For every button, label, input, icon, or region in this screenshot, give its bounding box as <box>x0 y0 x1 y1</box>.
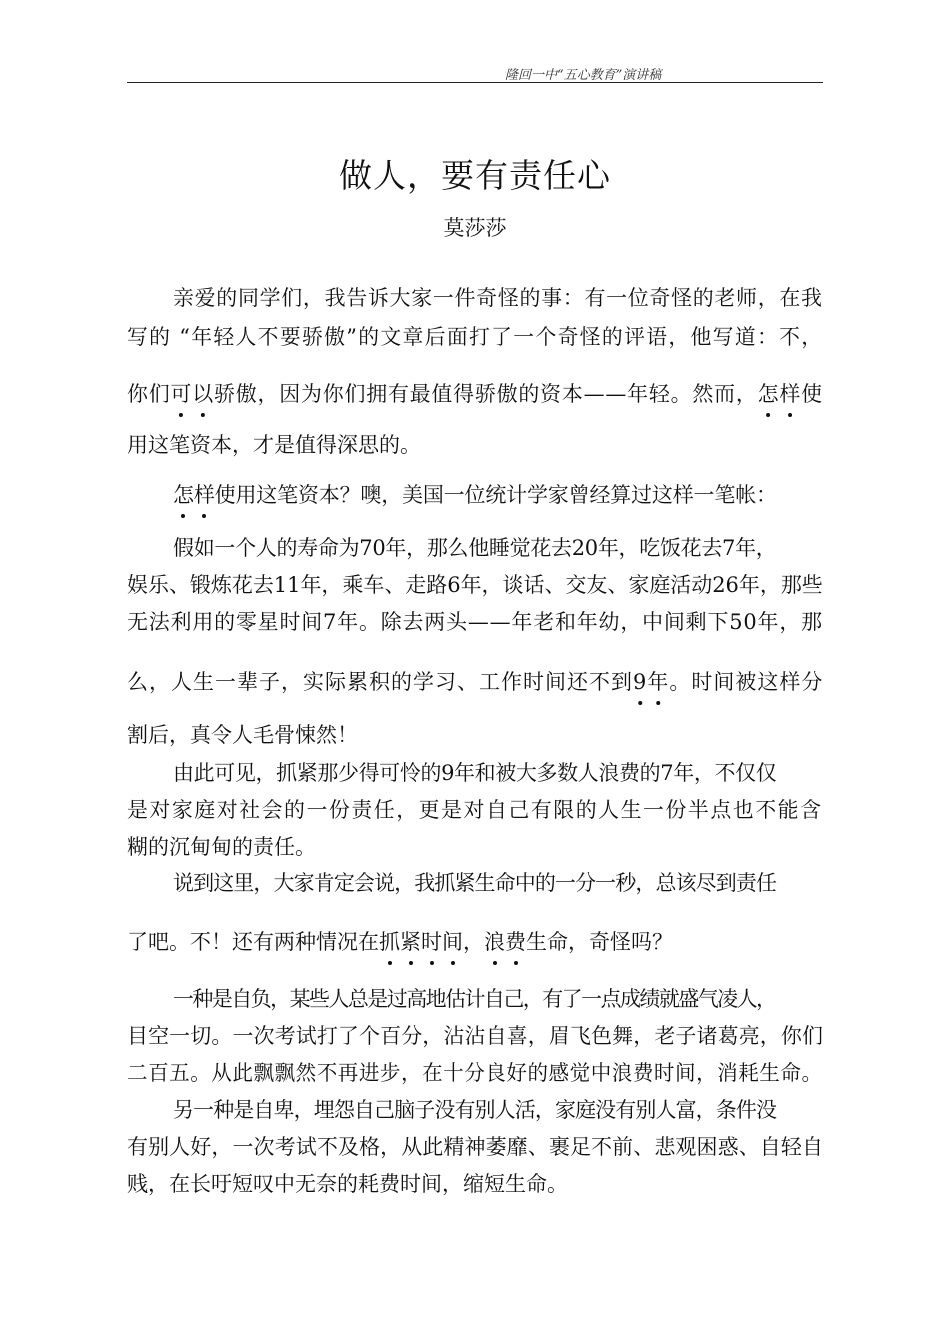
text-line <box>127 1063 823 1084</box>
text-line <box>173 288 823 309</box>
emphasis-dot-char: 可 <box>170 382 193 406</box>
text-segment: 割后，真令人毛骨悚然！ <box>127 723 358 747</box>
text-segment: 么，人生一辈子，实际累积的学习、工作时间还不到 <box>127 670 634 694</box>
text-line <box>127 800 823 821</box>
text-line <box>127 932 673 953</box>
emphasis-dot-char: 时 <box>421 930 442 954</box>
text-line <box>127 837 316 858</box>
emphasized-text <box>379 930 463 954</box>
text-segment: 写的 “年轻人不要骄傲”的文章后面打了一个奇怪的评语，他写道：不， <box>127 325 824 349</box>
text-segment: 娱乐、锻炼花去11年，乘车、走路6年，谈话、交友、家庭活动26年，那些 <box>127 573 823 597</box>
emphasis-dot-char: 9 <box>633 670 648 694</box>
text-segment: 一种是自负，某些人总是过高地估计自己，有了一点成绩就盛气凌人， <box>173 987 776 1011</box>
text-segment: 二百五。从此飘飘然不再进步，在十分良好的感觉中浪费时间，消耗生命。 <box>127 1061 823 1085</box>
text-segment: 用这笔资本，才是值得深思的。 <box>127 433 421 457</box>
emphasis-dot-char: 怎 <box>757 382 780 406</box>
text-segment: 生命，奇怪吗？ <box>526 930 673 954</box>
text-line <box>127 672 823 693</box>
text-segment: 。时间被这样分 <box>669 670 824 694</box>
emphasized-text <box>173 483 215 507</box>
emphasis-dot-char: 费 <box>505 930 526 954</box>
emphasis-dot-char: 浪 <box>484 930 505 954</box>
text-line <box>173 763 776 784</box>
emphasis-dot-char: 样 <box>193 483 215 507</box>
emphasized-text <box>633 670 669 694</box>
emphasized-text <box>758 382 802 406</box>
text-line <box>127 725 358 746</box>
author-name: 莫莎莎 <box>443 216 507 240</box>
text-line <box>127 1137 823 1158</box>
text-segment: 你们 <box>127 382 171 406</box>
text-segment: 假如一个人的寿命为70年，那么他睡觉花去20年，吃饭花去7年， <box>173 536 777 560</box>
emphasized-text <box>171 382 215 406</box>
document-title: 做人，要有责任心 <box>339 156 611 195</box>
text-segment: 贱，在长吁短叹中无奈的耗费时间，缩短生命。 <box>127 1172 568 1196</box>
text-line <box>173 873 776 894</box>
text-line <box>127 384 823 405</box>
text-segment: 使用这笔资本？噢，美国一位统计学家曾经算过这样一笔帐： <box>214 483 777 507</box>
running-header: 隆回一中“五心教育”演讲稿 <box>505 68 662 83</box>
text-segment: 说到这里，大家肯定会说，我抓紧生命中的一分一秒，总该尽到责任 <box>173 871 777 895</box>
text-segment: 是对家庭对社会的一份责任，更是对自己有限的人生一份半点也不能含 <box>127 798 823 822</box>
text-segment: ， <box>463 930 484 954</box>
emphasis-dot-char: 抓 <box>379 930 400 954</box>
emphasis-dot-char: 紧 <box>400 930 421 954</box>
text-segment: 糊的沉甸甸的责任。 <box>127 835 316 859</box>
header-rule <box>127 82 823 83</box>
emphasis-dot-char: 怎 <box>173 483 194 507</box>
text-line <box>127 575 823 596</box>
text-segment: 了吧。不！还有两种情况在 <box>127 930 379 954</box>
text-line <box>173 1100 776 1121</box>
emphasis-dot-char: 间 <box>442 930 463 954</box>
text-line <box>173 485 777 506</box>
emphasis-dot-char: 以 <box>192 382 214 406</box>
text-segment: 无法利用的零星时间7年。除去两头——年老和年幼，中间剩下50年，那 <box>127 610 823 634</box>
text-line <box>173 538 777 559</box>
text-line <box>127 327 823 348</box>
text-segment: 骄傲，因为你们拥有最值得骄傲的资本——年轻。然而， <box>214 382 758 406</box>
emphasis-dot-char: 样 <box>779 382 802 406</box>
text-line <box>127 612 823 633</box>
text-segment: 由此可见，抓紧那少得可怜的9年和被大多数人浪费的7年，不仅仅 <box>173 761 777 785</box>
emphasis-dot-char: 年 <box>647 670 670 694</box>
text-segment: 有别人好，一次考试不及格，从此精神萎靡、裹足不前、悲观困惑、自轻自 <box>127 1135 824 1159</box>
emphasized-text <box>484 930 526 954</box>
text-segment: 亲爱的同学们，我告诉大家一件奇怪的事：有一位奇怪的老师，在我 <box>173 286 823 310</box>
text-line <box>173 989 775 1010</box>
text-line <box>127 435 421 456</box>
text-line <box>127 1174 568 1195</box>
text-segment: 另一种是自卑，埋怨自己脑子没有别人活，家庭没有别人富，条件没 <box>173 1098 777 1122</box>
text-line <box>127 1026 823 1047</box>
text-segment: 使 <box>801 382 823 406</box>
text-segment: 目空一切。一次考试打了个百分，沾沾自喜，眉飞色舞，老子诸葛亮，你们 <box>127 1024 824 1048</box>
